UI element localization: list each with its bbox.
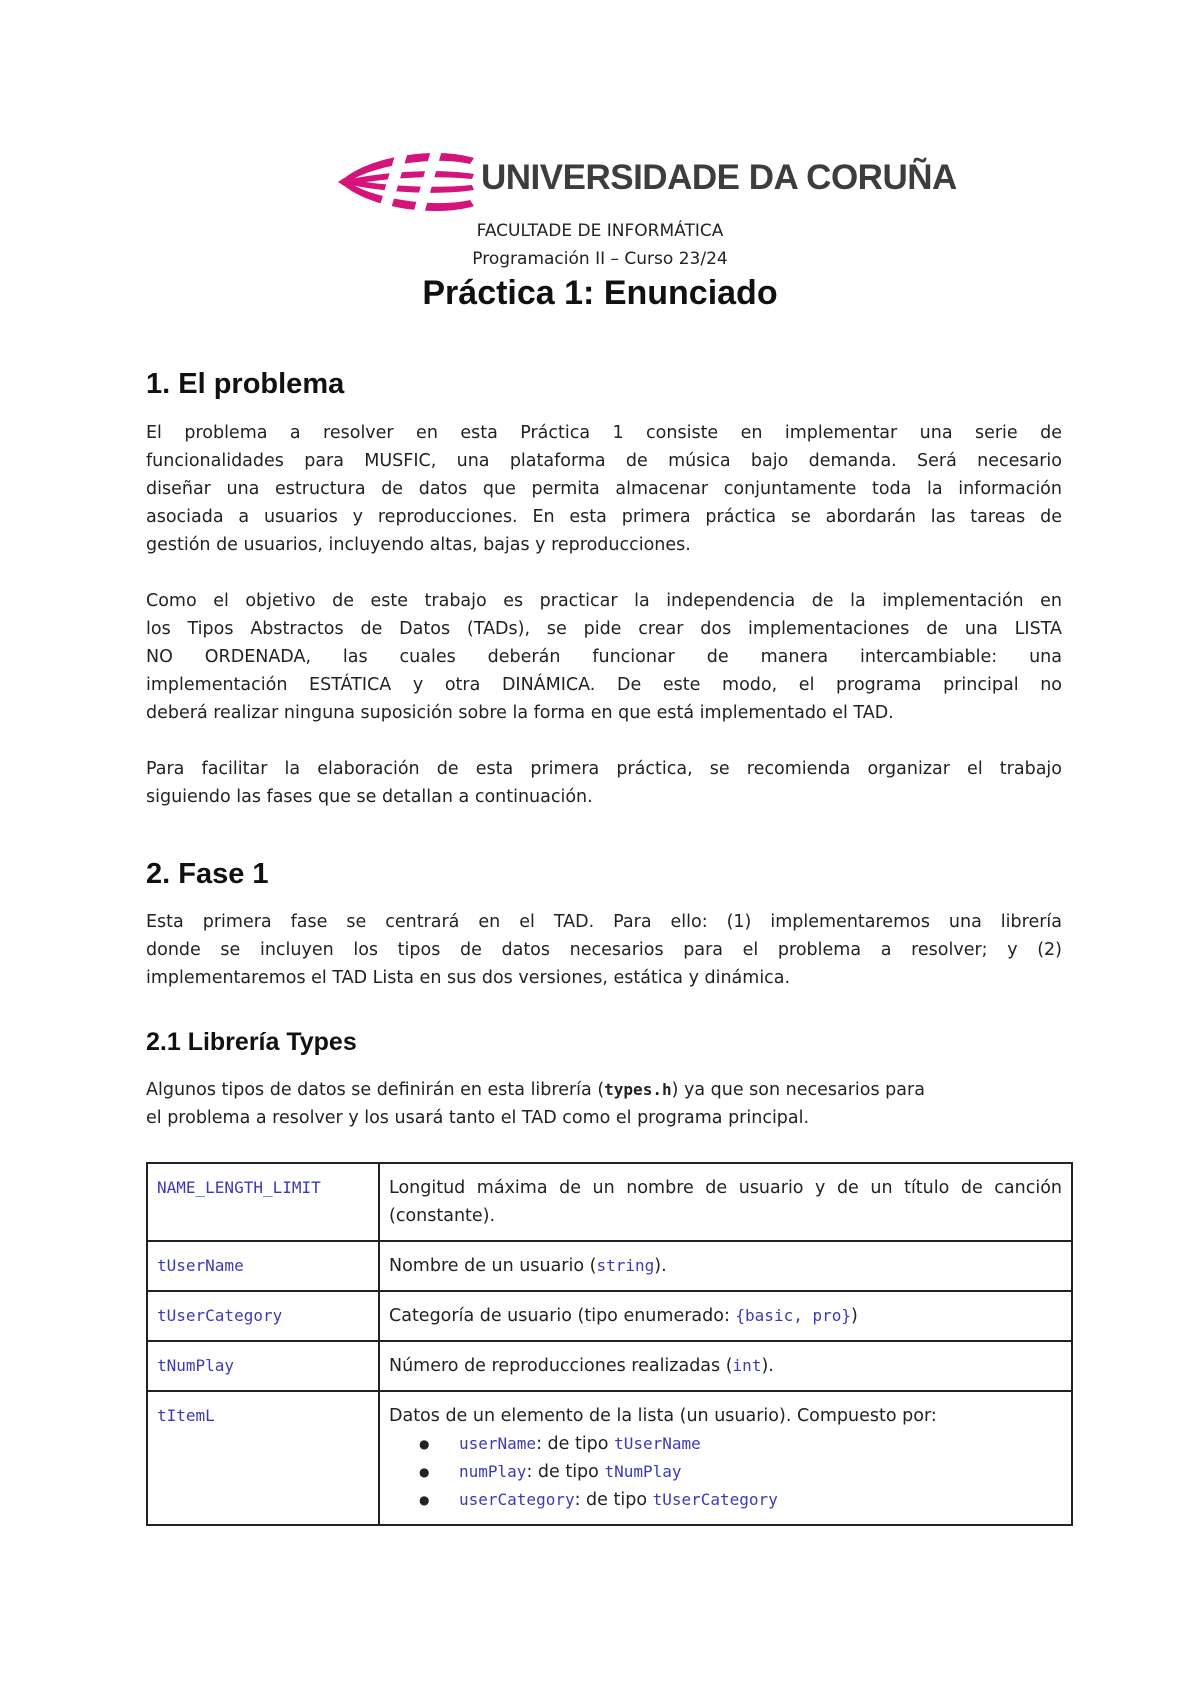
text-line: [146, 1076, 1062, 1104]
paragraph-problem-1: [146, 419, 1062, 559]
text-line: implementaremos el TAD Lista en sus dos versiones, estática y dinámica.: [146, 968, 791, 988]
text-line: diseñar una estructura de datos que permita almacenar conjuntamente toda la información: [146, 479, 1062, 499]
table-row: [147, 1241, 1072, 1291]
list-item: ● userCategory: de tipo tUserCategory: [459, 1486, 1062, 1514]
table-row: [147, 1163, 1072, 1241]
text-line: los Tipos Abstractos de Datos (TADs), se pide crear dos implementaciones de una LISTA: [146, 619, 1062, 639]
type-name: tUserCategory: [157, 1306, 283, 1325]
paragraph-problem-3: [146, 755, 1062, 811]
faculty-name: FACULTADE DE INFORMÁTICA: [476, 221, 724, 241]
text-line: asociada a usuarios y reproducciones. En esta primera práctica se abordarán las tareas de: [146, 507, 1062, 527]
text-line: El problema a resolver en esta Práctica 1 consiste en implementar una serie de: [146, 423, 1062, 443]
text-line: donde se incluyen los tipos de datos necesarios para el problema a resolver; y (2): [146, 940, 1062, 960]
type-description: Número de reproducciones realizadas (int).: [379, 1341, 1072, 1391]
type-description: Nombre de un usuario (string).: [379, 1241, 1072, 1291]
text-fragment: Algunos tipos de datos se definirán en esta librería (: [146, 1080, 605, 1100]
text-line: Para facilitar la elaboración de esta primera práctica, se recomienda organizar el trabajo: [146, 759, 1062, 779]
list-item: ● numPlay: de tipo tNumPlay: [459, 1458, 1062, 1486]
text-line: funcionalidades para MUSFIC, una plataforma de música bajo demanda. Será necesario: [146, 451, 1062, 471]
table-row: [147, 1291, 1072, 1341]
text-line: el problema a resolver y los usará tanto el TAD como el programa principal.: [146, 1108, 810, 1128]
university-name: UNIVERSIDADE DA CORUÑA: [481, 158, 957, 197]
type-name: NAME_LENGTH_LIMIT: [157, 1178, 321, 1197]
list-item: ● userName: de tipo tUserName: [459, 1430, 1062, 1458]
type-name: tNumPlay: [157, 1356, 235, 1375]
text-line: siguiendo las fases que se detallan a continuación.: [146, 787, 593, 807]
text-fragment: ) ya que son necesarios para: [671, 1080, 925, 1100]
text-line: Como el objetivo de este trabajo es practicar la independencia de la implementación en: [146, 591, 1062, 611]
type-description: Datos de un elemento de la lista (un usuario). Compuesto por: ● userName: de tipo tUserName ● numPlay: de tipo tNumPlay ● userCategory: de tipo tUserCategory: [379, 1391, 1072, 1525]
types-table: [146, 1162, 1073, 1526]
paragraph-types: [146, 1076, 1062, 1132]
udc-emblem-icon: [336, 148, 476, 216]
type-name: tUserName: [157, 1256, 244, 1275]
type-description: Longitud máxima de un nombre de usuario y de un título de canción (constante).: [379, 1163, 1072, 1241]
field-list: [389, 1430, 1062, 1514]
section-heading-problem: 1. El problema: [146, 368, 345, 400]
text-line: deberá realizar ninguna suposición sobre la forma en que está implementado el TAD.: [146, 703, 894, 723]
paragraph-problem-2: [146, 587, 1062, 727]
text-line: NO ORDENADA, las cuales deberán funcionar de manera intercambiable: una: [146, 647, 1062, 667]
course-name: Programación II – Curso 23/24: [472, 249, 728, 269]
subsection-heading-types: 2.1 Librería Types: [146, 1028, 357, 1056]
paragraph-phase1: [146, 908, 1062, 992]
type-description: Categoría de usuario (tipo enumerado: {basic, pro}): [379, 1291, 1072, 1341]
text-line: gestión de usuarios, incluyendo altas, bajas y reproducciones.: [146, 535, 691, 555]
page-title: Práctica 1: Enunciado: [422, 274, 778, 312]
university-logo: [336, 148, 957, 216]
table-row: [147, 1391, 1072, 1525]
type-name: tItemL: [157, 1406, 215, 1425]
text-line: Esta primera fase se centrará en el TAD. Para ello: (1) implementaremos una librería: [146, 912, 1062, 932]
text-line: implementación ESTÁTICA y otra DINÁMICA. De este modo, el programa principal no: [146, 675, 1062, 695]
table-row: [147, 1341, 1072, 1391]
types-h-code: types.h: [604, 1080, 672, 1099]
section-heading-phase1: 2. Fase 1: [146, 858, 269, 890]
